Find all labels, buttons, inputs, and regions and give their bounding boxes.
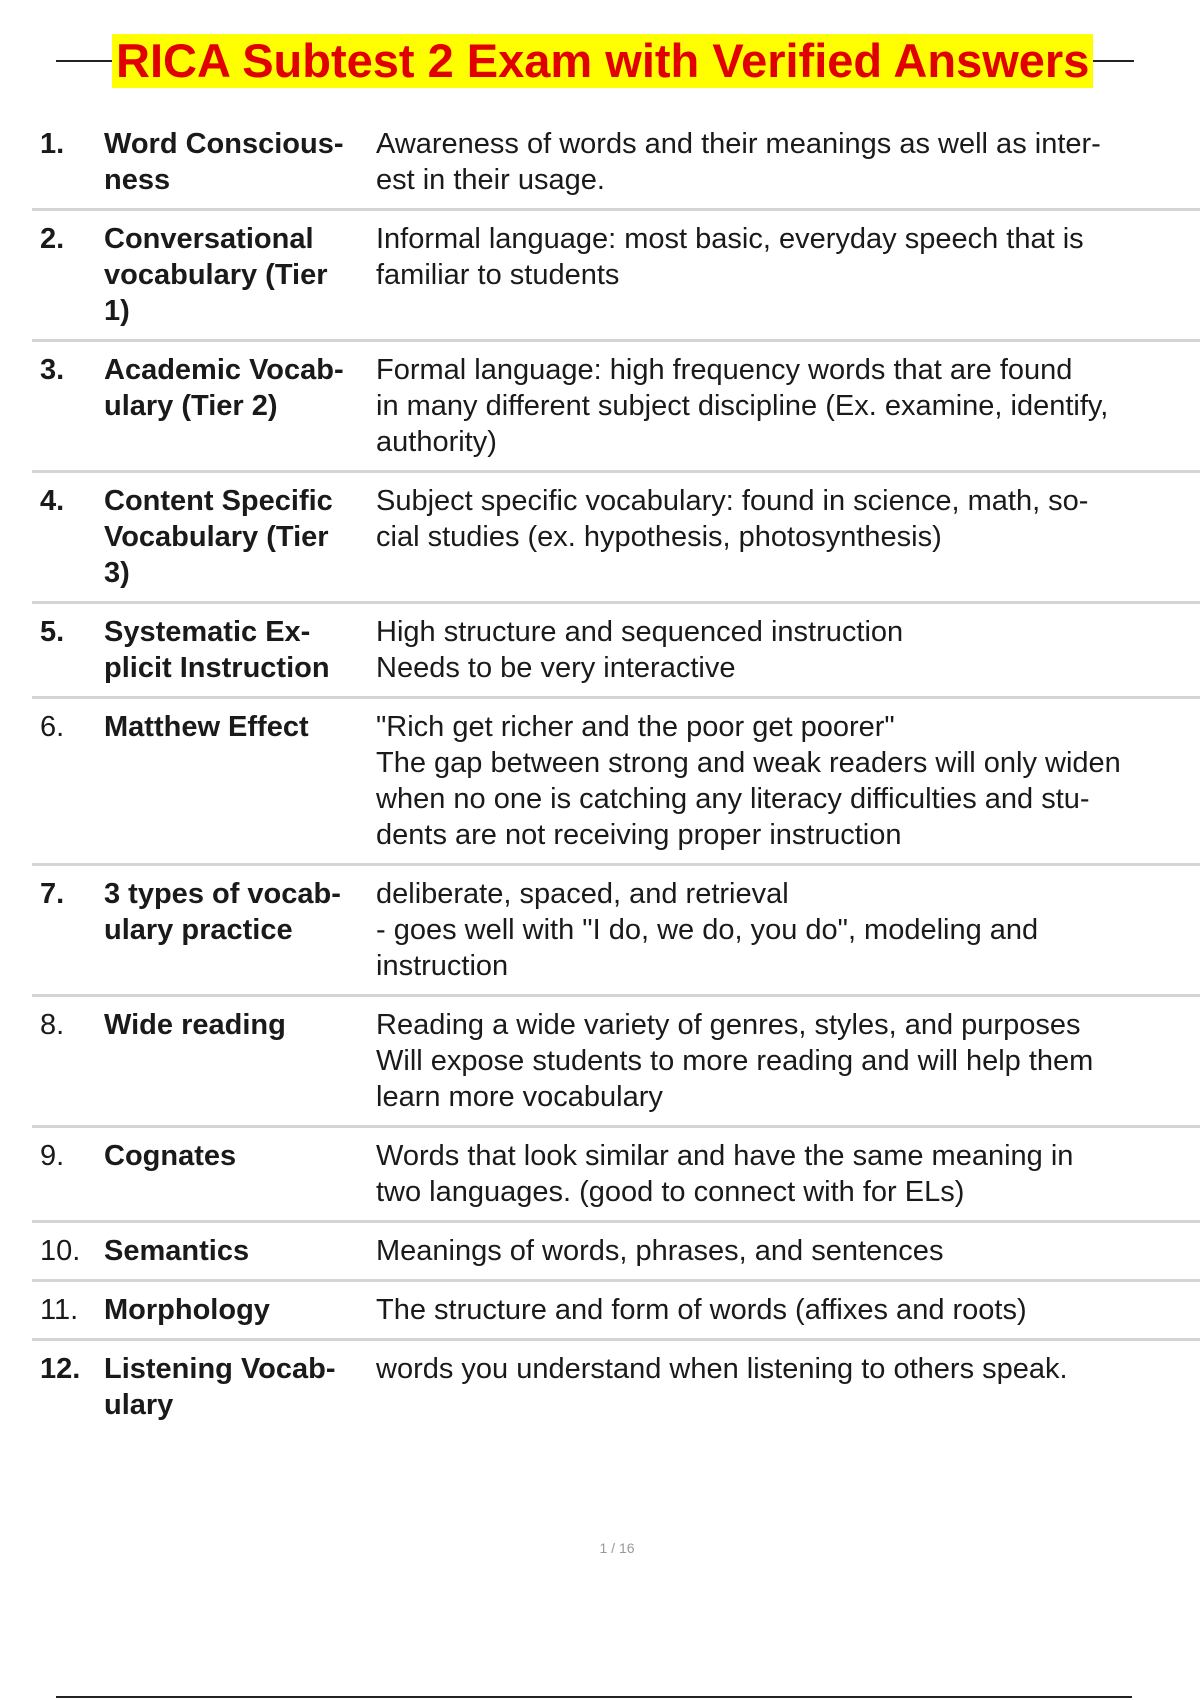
table-row	[32, 699, 1200, 866]
term: Academic Vocab- ulary (Tier 2)	[104, 354, 344, 422]
row-number: 11.	[40, 1294, 79, 1326]
row-number: 7.	[40, 878, 65, 910]
term: Morphology	[104, 1294, 270, 1326]
term: Semantics	[104, 1235, 250, 1267]
definition: The structure and form of words (affixes and roots)	[376, 1294, 1027, 1326]
term: Content Specific Vocabulary (Tier 3)	[104, 485, 333, 589]
row-number: 4.	[40, 485, 65, 517]
table-row	[32, 342, 1200, 473]
definition: "Rich get richer and the poor get poorer" The gap between strong and weak readers will only widen when no one is catching any literacy difficulties and stu- dents are not receiving proper instruction	[376, 711, 1121, 851]
term: Systematic Ex- plicit Instruction	[104, 616, 330, 684]
term: Listening Vocab- ulary	[104, 1353, 336, 1421]
definition: words you understand when listening to others speak.	[376, 1353, 1068, 1385]
definition: Reading a wide variety of genres, styles, and purposes Will expose students to more reading and will help them learn more vocabulary	[376, 1009, 1094, 1113]
definition: Meanings of words, phrases, and sentences	[376, 1235, 944, 1267]
table-row	[32, 866, 1200, 997]
definition: Awareness of words and their meanings as well as inter- est in their usage.	[376, 128, 1101, 196]
term: 3 types of vocab- ulary practice	[104, 878, 341, 946]
page-number: 1 / 16	[599, 1540, 635, 1556]
row-number: 1.	[40, 128, 65, 160]
table-row	[32, 211, 1200, 342]
row-number: 9.	[40, 1140, 65, 1172]
term: Word Conscious- ness	[104, 128, 344, 196]
title-bar	[56, 30, 1134, 90]
row-number: 10.	[40, 1235, 81, 1267]
bottom-rule	[56, 1696, 1132, 1698]
term: Cognates	[104, 1140, 237, 1172]
term: Wide reading	[104, 1009, 286, 1041]
table-row	[32, 1341, 1200, 1433]
qa-table	[32, 118, 1200, 1433]
table-row	[32, 1223, 1200, 1282]
row-number: 6.	[40, 711, 65, 743]
table-row	[32, 604, 1200, 699]
definition: High structure and sequenced instruction Needs to be very interactive	[376, 616, 904, 684]
definition: Formal language: high frequency words that are found in many different subject discipline (Ex. examine, identify, authority)	[376, 354, 1109, 458]
table-row	[32, 997, 1200, 1128]
term: Conversational vocabulary (Tier 1)	[104, 223, 328, 327]
row-number: 2.	[40, 223, 65, 255]
row-number: 12.	[40, 1353, 81, 1385]
page-title: RICA Subtest 2 Exam with Verified Answers	[112, 34, 1093, 88]
definition: Subject specific vocabulary: found in science, math, so- cial studies (ex. hypothesis, photosynthesis)	[376, 485, 1089, 553]
definition: deliberate, spaced, and retrieval - goes well with "I do, we do, you do", modeling and instruction	[376, 878, 1039, 982]
table-row	[32, 118, 1200, 211]
term: Matthew Effect	[104, 711, 309, 743]
definition: Words that look similar and have the same meaning in two languages. (good to connect with for ELs)	[376, 1140, 1074, 1208]
table-row	[32, 1128, 1200, 1223]
row-number: 3.	[40, 354, 65, 386]
table-row	[32, 473, 1200, 604]
table-row	[32, 1282, 1200, 1341]
row-number: 5.	[40, 616, 65, 648]
definition: Informal language: most basic, everyday speech that is familiar to students	[376, 223, 1084, 291]
row-number: 8.	[40, 1009, 65, 1041]
